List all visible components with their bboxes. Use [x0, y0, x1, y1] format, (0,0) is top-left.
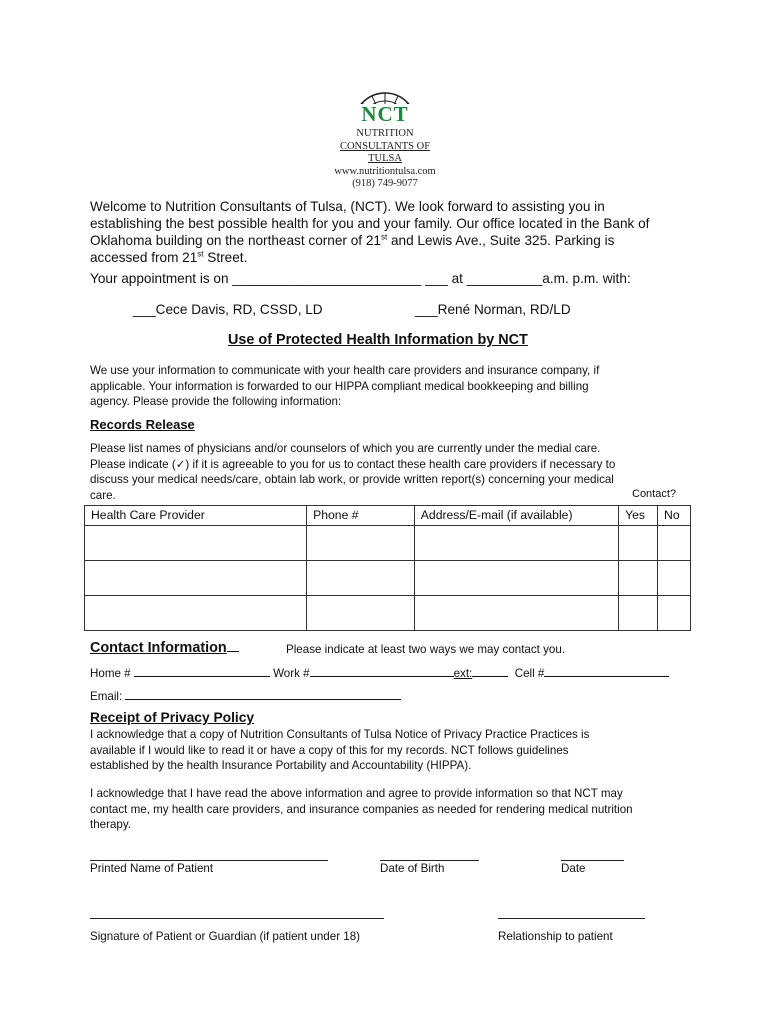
relationship-line[interactable]	[498, 918, 645, 919]
table-row	[85, 561, 691, 596]
provider-cell[interactable]	[85, 596, 307, 631]
column-header-provider: Health Care Provider	[85, 506, 307, 526]
org-website: www.nutritiontulsa.com	[334, 165, 436, 177]
yes-cell[interactable]	[619, 561, 658, 596]
org-name-line1: NUTRITION	[356, 128, 414, 139]
contact-note: Please indicate at least two ways we may contact you.	[286, 643, 566, 656]
appointment-line[interactable]: Your appointment is on _________________________ ___ at __________a.m. p.m. with:	[90, 271, 631, 286]
records-line: Please indicate (✓) if it is agreeable to you for us to contact these health care providers if necessary to	[90, 457, 616, 471]
phone-cell[interactable]	[307, 526, 415, 561]
provider-table	[84, 505, 691, 631]
org-name-line2: CONSULTANTS OF TULSA	[339, 140, 431, 164]
home-label: Home #	[90, 667, 131, 680]
provider-option-cece[interactable]: ___Cece Davis, RD, CSSD, LD	[133, 302, 323, 317]
work-phone-field[interactable]	[310, 664, 454, 677]
records-line: care.	[90, 488, 116, 502]
column-header-phone: Phone #	[307, 506, 415, 526]
welcome-line: Oklahoma building on the northeast corner of 21st and Lewis Ave., Suite 325. Parking is	[90, 232, 615, 248]
phi-line: applicable. Your information is forwarded to our HIPPA compliant medical bookkeeping and billing	[90, 379, 589, 393]
nct-logo	[330, 74, 440, 191]
privacy-paragraph-1	[90, 727, 589, 774]
privacy-title: Receipt of Privacy Policy	[90, 710, 255, 725]
privacy-line: established by the health Insurance Portability and Accountability (HIPPA).	[90, 759, 472, 773]
provider-cell[interactable]	[85, 561, 307, 596]
home-phone-field[interactable]	[134, 664, 270, 677]
cell-label: Cell #	[514, 667, 545, 680]
welcome-line: accessed from 21st Street.	[90, 249, 248, 265]
email-row	[90, 687, 401, 705]
phi-line: agency. Please provide the following information:	[90, 395, 342, 409]
no-cell[interactable]	[658, 596, 691, 631]
signature-line[interactable]	[90, 918, 384, 919]
phi-paragraph	[90, 363, 599, 410]
phi-line: We use your information to communicate with your health care providers and insurance company, if	[90, 364, 600, 377]
privacy-paragraph-2	[90, 786, 633, 833]
printed-name-label: Printed Name of Patient	[90, 862, 214, 875]
column-header-yes: Yes	[619, 506, 658, 526]
phone-cell[interactable]	[307, 596, 415, 631]
privacy-line: I acknowledge that I have read the above information and agree to provide information so that NCT may	[90, 787, 623, 800]
work-label: Work #	[273, 667, 310, 680]
privacy-line: contact me, my health care providers, and insurance companies as needed for rendering medical nutrition	[90, 802, 633, 816]
signature-label: Signature of Patient or Guardian (if patient under 18)	[90, 930, 361, 943]
logo-text: NCT	[361, 102, 409, 126]
records-paragraph	[90, 441, 615, 503]
privacy-line: therapy.	[90, 818, 132, 832]
provider-cell[interactable]	[85, 526, 307, 561]
cell-phone-field[interactable]	[544, 664, 669, 677]
welcome-paragraph	[90, 198, 649, 266]
address-cell[interactable]	[414, 526, 618, 561]
column-header-address: Address/E-mail (if available)	[414, 506, 618, 526]
provider-option-rene[interactable]: ___René Norman, RD/LD	[415, 302, 571, 317]
phone-cell[interactable]	[307, 561, 415, 596]
relationship-label: Relationship to patient	[498, 930, 613, 943]
org-phone: (918) 749-9077	[352, 178, 418, 189]
welcome-line: establishing the best possible health for you and your family. Our office located in the Bank of	[90, 216, 650, 231]
email-label: Email:	[90, 690, 123, 703]
welcome-line: Welcome to Nutrition Consultants of Tulsa, (NCT). We look forward to assisting you in	[90, 199, 605, 214]
date-label: Date	[561, 862, 586, 875]
email-field[interactable]	[125, 687, 401, 700]
no-cell[interactable]	[658, 526, 691, 561]
dob-label: Date of Birth	[380, 862, 445, 875]
ext-label: ext:	[453, 667, 473, 680]
contact-phones-row	[90, 664, 669, 682]
privacy-line: available if I would like to read it or have a copy of this for my records. NCT follows guidelines	[90, 743, 569, 757]
yes-cell[interactable]	[619, 596, 658, 631]
records-title: Records Release	[90, 417, 195, 432]
yes-cell[interactable]	[619, 526, 658, 561]
nct-logo-icon	[350, 74, 420, 126]
phi-title: Use of Protected Health Information by NCT	[228, 332, 528, 348]
table-row	[85, 596, 691, 631]
table-row	[85, 526, 691, 561]
no-cell[interactable]	[658, 561, 691, 596]
records-line: discuss your medical needs/care, obtain lab work, or provide written report(s) concerning your medical	[90, 473, 614, 487]
contact-column-label: Contact?	[632, 488, 677, 500]
address-cell[interactable]	[414, 596, 618, 631]
ext-field[interactable]	[472, 664, 508, 677]
records-line: Please list names of physicians and/or counselors of which you are currently under the medial care.	[90, 442, 601, 455]
address-cell[interactable]	[414, 561, 618, 596]
column-header-no: No	[658, 506, 691, 526]
table-header-row	[85, 506, 691, 526]
contact-title: Contact Information	[90, 639, 239, 656]
privacy-line: I acknowledge that a copy of Nutrition Consultants of Tulsa Notice of Privacy Practice Practices is	[90, 728, 590, 741]
